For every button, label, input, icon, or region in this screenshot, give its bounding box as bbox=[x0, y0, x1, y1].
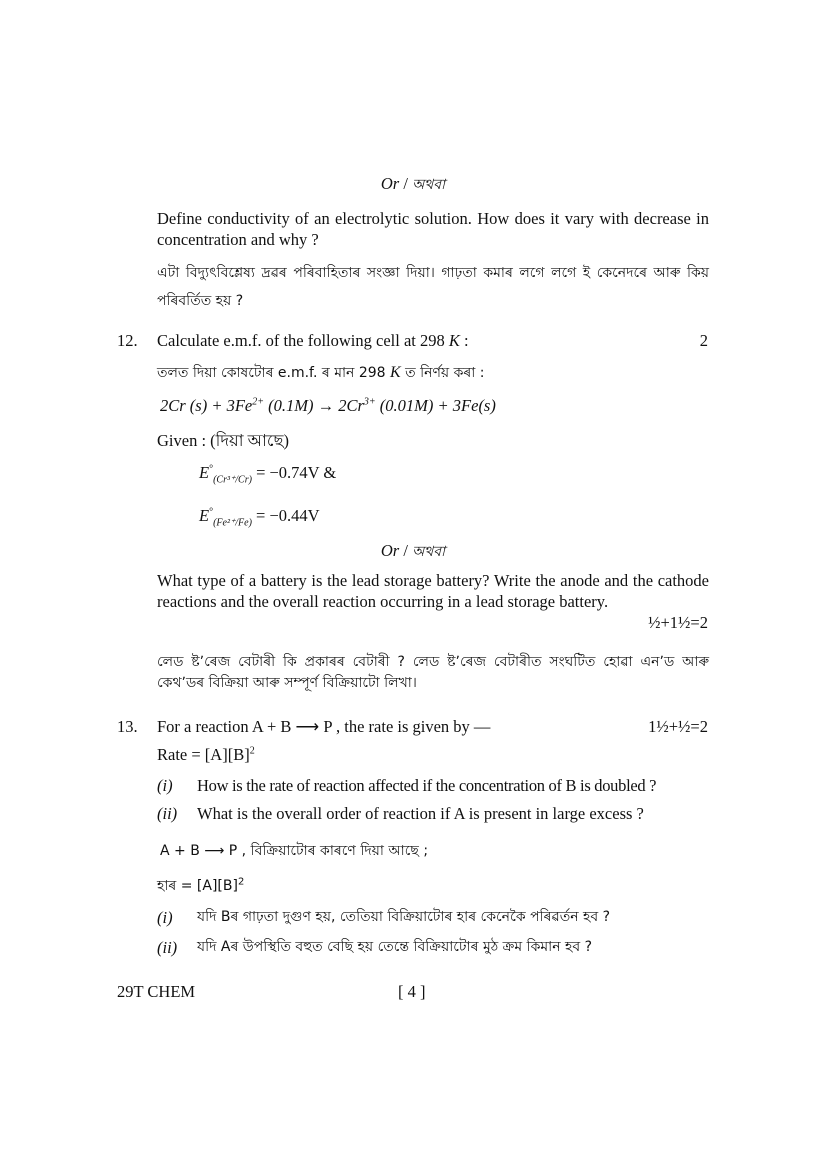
or-sep: / bbox=[399, 541, 413, 560]
q12-alt-assamese: লেড ষ্টʼৰেজ বেটাৰী কি প্ৰকাৰৰ বেটাৰী ? লেড ষ্টʼৰেজ বেটাৰীত সংঘটিত হোৱা এনʼড আৰু কেথʼডৰ বিক্ৰিয়া আৰু সম্পূৰ্ণ বিক্ৰিয়াটো লিখা। bbox=[157, 654, 709, 691]
q12-potential-cr bbox=[199, 462, 337, 486]
q13-number: 13. bbox=[117, 717, 138, 736]
eq-part: (0.01M) + 3Fe(s) bbox=[375, 396, 496, 415]
q12-as-text: তলত দিয়া কোষটোৰ e.m.f. ৰ মান 298 bbox=[157, 365, 391, 381]
q11-alt-english: Define conductivity of an electrolytic solution. How does it vary with decrease in concentration and why ? bbox=[157, 209, 709, 249]
q13-ii-as-label: (ii) bbox=[157, 938, 178, 957]
exponent: 2 bbox=[249, 745, 255, 757]
q12-number: 12. bbox=[117, 331, 138, 350]
q11-alt-assamese: এটা বিদ্যুৎবিশ্লেষ্য দ্ৰৱৰ পৰিবাহিতাৰ সংজ্ঞা দিয়া। গাঢ়তা কমাৰ লগে লগে ই কেনেদৰে আৰু কিয় পৰিবৰ্তিত হয় ? bbox=[157, 265, 709, 309]
q12-equation bbox=[160, 395, 496, 416]
q13-ii-english: What is the overall order of reaction if A is present in large excess ? bbox=[197, 804, 644, 823]
q13-i-english: How is the rate of reaction affected if the concentration of B is doubled ? bbox=[197, 776, 657, 795]
value: = −0.74V & bbox=[251, 463, 337, 482]
q13-marks: 1½+½=2 bbox=[648, 717, 708, 736]
q13-rate bbox=[157, 744, 255, 765]
q12-text: Calculate e.m.f. of the following cell at 298 bbox=[157, 331, 449, 350]
eq-sup: 2+ bbox=[252, 396, 264, 408]
or-label: Or bbox=[380, 174, 400, 193]
q12-potential-fe bbox=[199, 505, 320, 529]
e-symbol: E bbox=[199, 506, 210, 525]
q13-english: For a reaction A + B ⟶ P , the rate is given by — bbox=[157, 717, 491, 736]
q13-i-label: (i) bbox=[157, 776, 173, 795]
q13-assamese-rate bbox=[157, 876, 244, 897]
or-heading-2 bbox=[0, 540, 826, 563]
q12-marks: 2 bbox=[699, 331, 708, 350]
or-assamese: অথবা bbox=[412, 544, 446, 560]
rate-law: Rate = [A][B] bbox=[157, 745, 250, 764]
q12-as-end: ত নিৰ্ণয় কৰা : bbox=[400, 365, 485, 381]
q12-as-unit: K bbox=[390, 364, 401, 381]
footer-code: 29T CHEM bbox=[117, 982, 196, 1001]
value: = −0.44V bbox=[251, 506, 320, 525]
q13-ii-assamese: যদি Aৰ উপস্থিতি বহুত বেছি হয় তেন্তে বিক্ৰিয়াটোৰ মুঠ ক্ৰম কিমান হব ? bbox=[197, 939, 593, 955]
rate-law: হাৰ = [A][B] bbox=[157, 878, 238, 894]
footer-page-number: [ 4 ] bbox=[398, 982, 426, 1001]
eq-part: (0.1M) → 2Cr bbox=[264, 396, 364, 415]
degree: ° bbox=[209, 506, 214, 518]
q13-assamese-intro: A + B ⟶ P , বিক্ৰিয়াটোৰ কাৰণে দিয়া আছে ; bbox=[160, 843, 429, 859]
q12-given: Given : (দিয়া আছে) bbox=[157, 431, 290, 450]
q13-i-assamese: যদি Bৰ গাঢ়তা দুগুণ হয়, তেতিয়া বিক্ৰিয়াটোৰ হাৰ কেনেকৈ পৰিৱৰ্তন হব ? bbox=[197, 909, 611, 925]
q12-english bbox=[157, 330, 469, 351]
or-sep: / bbox=[399, 174, 413, 193]
q12-unit: K bbox=[448, 331, 460, 350]
q12-colon: : bbox=[459, 331, 469, 350]
eq-part: 2Cr (s) + 3Fe bbox=[160, 396, 253, 415]
couple: (Cr³⁺/Cr) bbox=[213, 474, 252, 486]
eq-sup: 3+ bbox=[363, 396, 376, 408]
q12-assamese bbox=[157, 362, 485, 384]
or-assamese: অথবা bbox=[412, 177, 446, 193]
or-heading-1 bbox=[0, 173, 826, 196]
or-label: Or bbox=[380, 541, 400, 560]
e-symbol: E bbox=[199, 463, 210, 482]
q12-alt-english: What type of a battery is the lead storage battery? Write the anode and the cathode reactions and the overall reaction occurring in a lead storage battery. bbox=[157, 571, 709, 611]
couple: (Fe²⁺/Fe) bbox=[213, 517, 252, 529]
q13-i-as-label: (i) bbox=[157, 908, 173, 927]
q13-ii-label: (ii) bbox=[157, 804, 178, 823]
exponent: 2 bbox=[237, 876, 245, 888]
q12-alt-marks: ½+1½=2 bbox=[648, 613, 708, 632]
degree: ° bbox=[209, 463, 214, 475]
